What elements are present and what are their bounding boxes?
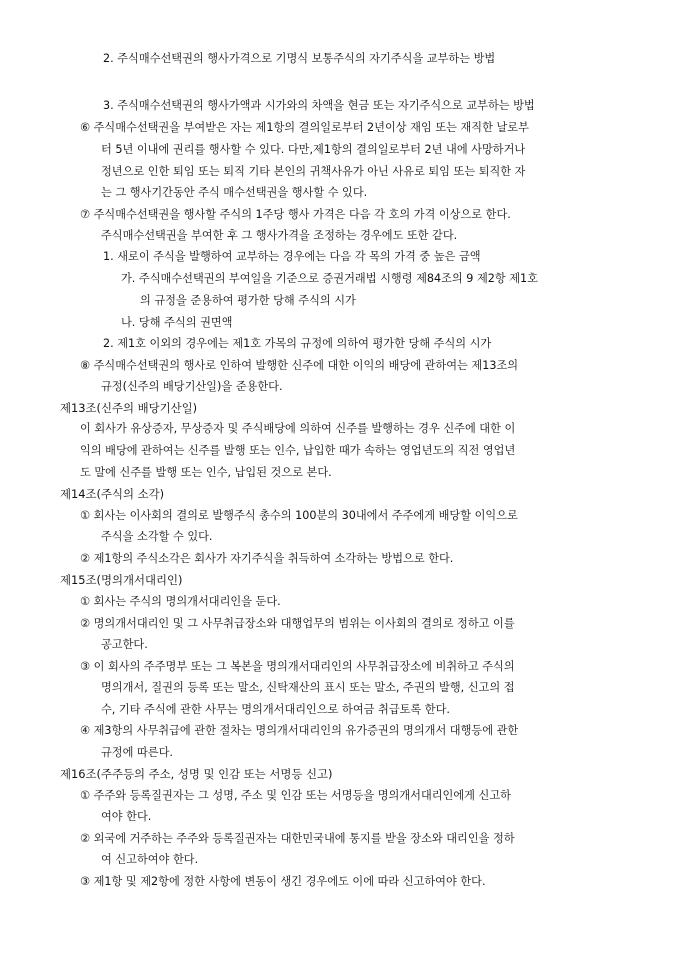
paragraph-6-line-4: 는 그 행사기간동안 주식 매수선택권을 행사할 수 있다. bbox=[101, 186, 368, 199]
paragraph-7-item-2: 2. 제1호 이외의 경우에는 제1호 가목의 규정에 의하여 평가한 당해 주식의 시가 bbox=[103, 337, 492, 350]
article-15-paragraph-3-line-2: 명의개서, 질권의 등록 또는 말소, 신탁재산의 표시 또는 말소, 주권의 발행, 신고의 접 bbox=[101, 681, 515, 694]
article-15-paragraph-1: ① 회사는 주식의 명의개서대리인을 둔다. bbox=[80, 595, 281, 608]
article-13-body-line-1: 이 회사가 유상증자, 무상증자 및 주식배당에 의하여 신주를 발행하는 경우 신주에 대한 이 bbox=[80, 422, 516, 435]
paragraph-6-line-2: 터 5년 이내에 권리를 행사할 수 있다. 다만,제1항의 결의일로부터 2년 내에 사망하거나 bbox=[101, 143, 526, 156]
paragraph-8-line-2: 규정(신주의 배당기산일)을 준용한다. bbox=[101, 380, 283, 393]
article-15-title: 제15조(명의개서대리인) bbox=[60, 573, 183, 587]
paragraph-6-line-1: ⑥ 주식매수선택권을 부여받은 자는 제1항의 결의일로부터 2년이상 재임 또는 재직한 날로부 bbox=[80, 121, 529, 134]
paragraph-7-item-1: 1. 새로이 주식을 발행하여 교부하는 경우에는 다음 각 목의 가격 중 높은 금액 bbox=[103, 250, 481, 263]
paragraph-8-line-1: ⑧ 주식매수선택권의 행사로 인하여 발행한 신주에 대한 이익의 배당에 관하여는 제13조의 bbox=[80, 359, 519, 372]
article-15-paragraph-4-line-1: ④ 제3항의 사무취급에 관한 절차는 명의개서대리인의 유가증권의 명의개서 대행등에 관한 bbox=[80, 724, 519, 737]
article-14-paragraph-1-line-2: 주식을 소각할 수 있다. bbox=[101, 530, 213, 543]
article-16-paragraph-1-line-1: ① 주주와 등록질권자는 그 성명, 주소 및 인감 또는 서명등을 명의개서대리인에게 신고하 bbox=[80, 789, 511, 802]
article-13-body-line-2: 익의 배당에 관하여는 신주를 발행 또는 인수, 납입한 때가 속하는 영업년도의 직전 영업년 bbox=[80, 444, 516, 457]
article-14-title: 제14조(주식의 소각) bbox=[60, 487, 165, 501]
paragraph-7-item-1-na: 나. 당해 주식의 권면액 bbox=[121, 316, 233, 329]
article-16-paragraph-2-line-1: ② 외국에 거주하는 주주와 등록질권자는 대한민국내에 통지를 받을 장소와 대리인을 정하 bbox=[80, 832, 515, 845]
article-15-paragraph-4-line-2: 규정에 따른다. bbox=[101, 746, 173, 759]
paragraph-7-line-1: ⑦ 주식매수선택권을 행사할 주식의 1주당 행사 가격은 다음 각 호의 가격 이상으로 한다. bbox=[80, 208, 511, 221]
article-16-paragraph-3: ③ 제1항 및 제2항에 정한 사항에 변동이 생긴 경우에도 이에 따라 신고하여야 한다. bbox=[80, 875, 486, 888]
paragraph-6-line-3: 정년으로 인한 퇴임 또는 퇴직 기타 본인의 귀책사유가 아닌 사유로 퇴임 또는 퇴직한 자 bbox=[101, 165, 526, 178]
article-15-paragraph-2-line-1: ② 명의개서대리인 및 그 사무취급장소와 대행업무의 범위는 이사회의 결의로 정하고 이를 bbox=[80, 617, 515, 630]
method-3: 3. 주식매수선택권의 행사가액과 시가와의 차액을 현금 또는 자기주식으로 교부하는 방법 bbox=[103, 99, 535, 112]
paragraph-7-item-1-ga-line-1: 가. 주식매수선택권의 부여일을 기준으로 증권거래법 시행령 제84조의 9 제2항 제1호 bbox=[121, 272, 538, 285]
article-13-title: 제13조(신주의 배당기산일) bbox=[60, 401, 198, 415]
article-14-paragraph-1-line-1: ① 회사는 이사회의 결의로 발행주식 총수의 100분의 30내에서 주주에게 배당할 이익으로 bbox=[80, 509, 518, 522]
article-16-paragraph-2-line-2: 여 신고하여야 한다. bbox=[101, 853, 199, 866]
article-15-paragraph-3-line-3: 수, 기타 주식에 관한 사무는 명의개서대리인으로 하여금 취급토록 한다. bbox=[101, 703, 450, 716]
article-16-paragraph-1-line-2: 여야 한다. bbox=[101, 810, 152, 823]
paragraph-7-line-2: 주식매수선택권을 부여한 후 그 행사가격을 조정하는 경우에도 또한 같다. bbox=[101, 229, 458, 242]
article-16-title: 제16조(주주등의 주소, 성명 및 인감 또는 서명등 신고) bbox=[60, 767, 333, 781]
method-2: 2. 주식매수선택권의 행사가격으로 기명식 보통주식의 자기주식을 교부하는 방법 bbox=[103, 52, 496, 65]
paragraph-7-item-1-ga-line-2: 의 규정을 준용하여 평가한 당해 주식의 시가 bbox=[140, 294, 356, 307]
article-13-body-line-3: 도 말에 신주를 발행 또는 인수, 납입된 것으로 본다. bbox=[80, 466, 332, 479]
article-15-paragraph-3-line-1: ③ 이 회사의 주주명부 또는 그 복본을 명의개서대리인의 사무취급장소에 비취하고 주식의 bbox=[80, 660, 515, 673]
article-15-paragraph-2-line-2: 공고한다. bbox=[101, 638, 148, 651]
article-14-paragraph-2: ② 제1항의 주식소각은 회사가 자기주식을 취득하여 소각하는 방법으로 한다. bbox=[80, 552, 454, 565]
